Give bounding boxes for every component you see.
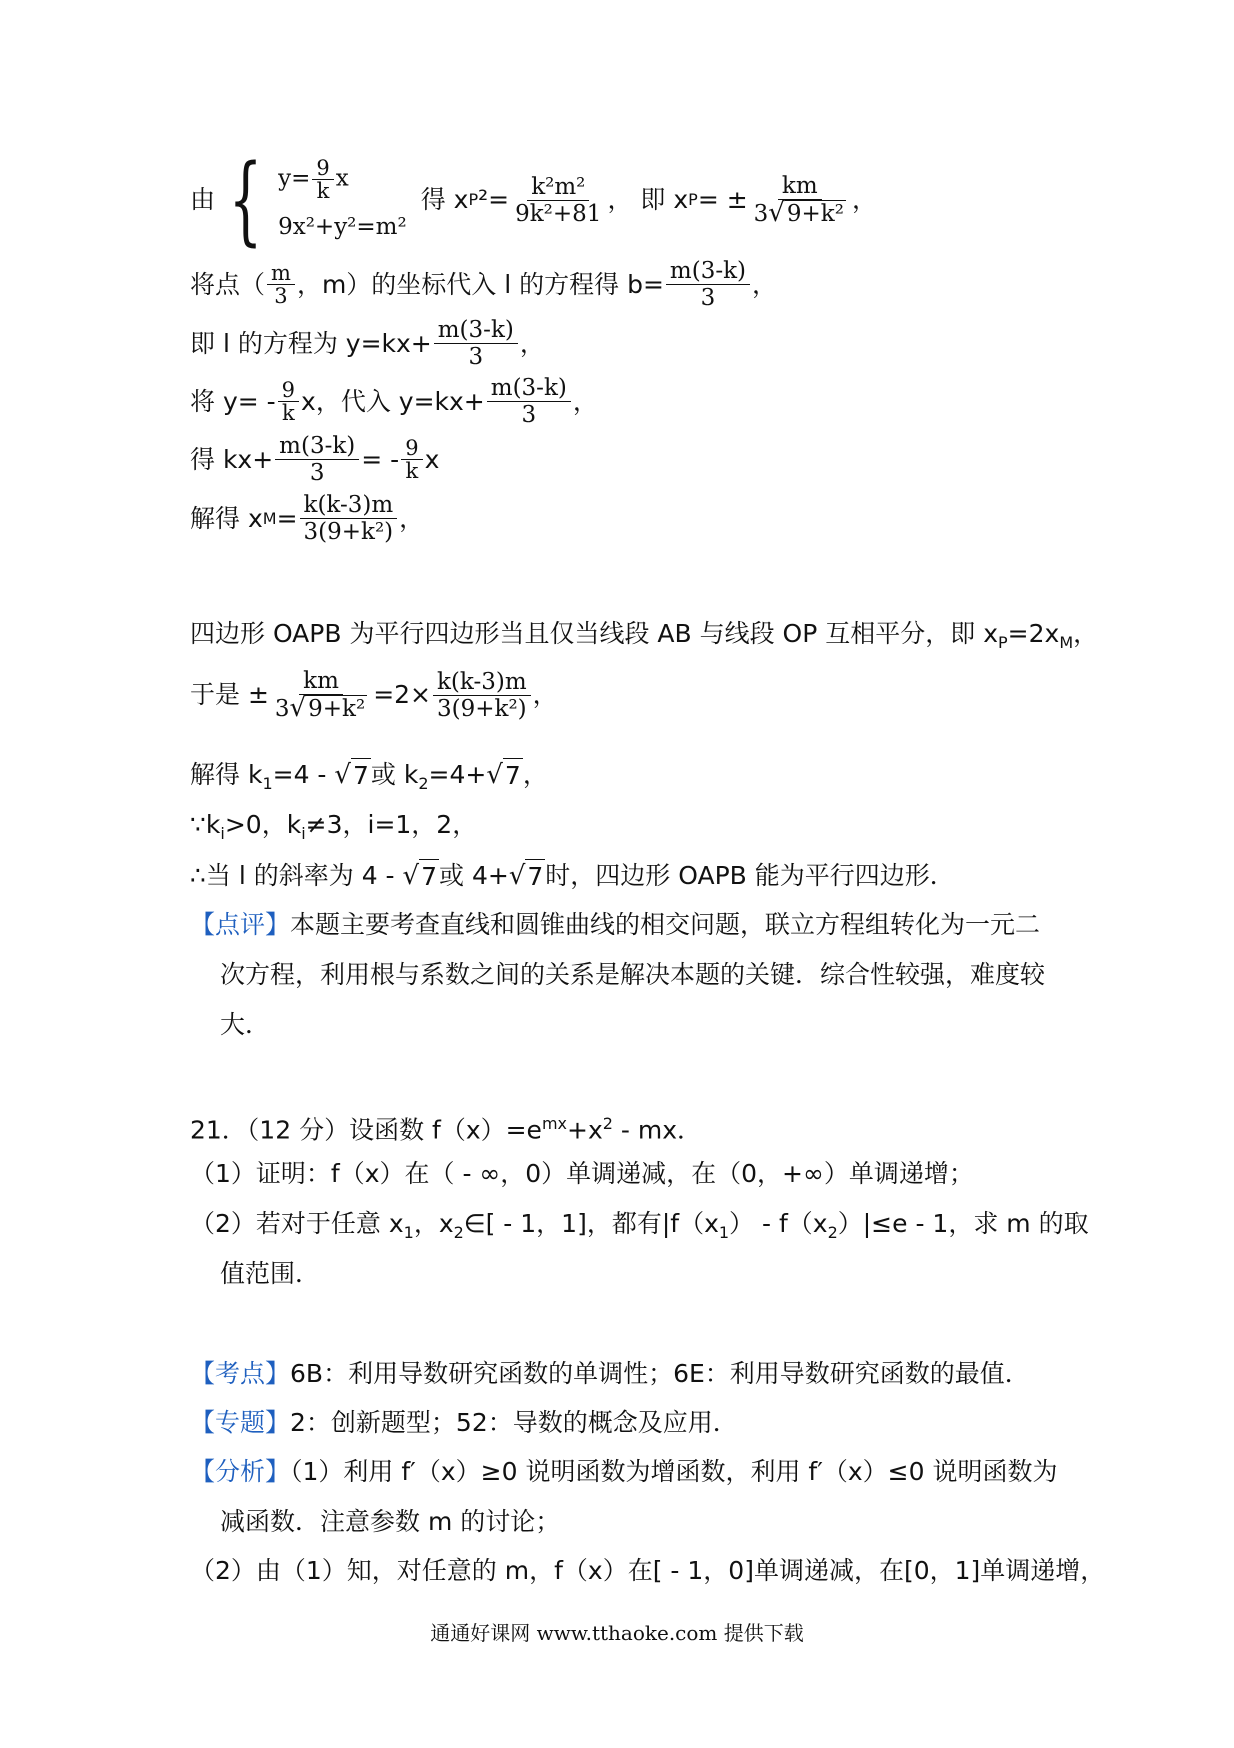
comment-tag: 【点评】 bbox=[190, 910, 291, 939]
fraction: $\frac{9}{k}$ bbox=[278, 379, 299, 424]
line-7: 四边形 OAPB 为平行四边形当且仅当线段 AB 与线段 OP 互相平分，即 $x_P=2x_M$， bbox=[190, 619, 1099, 652]
fraction: km 3 √ 9+k² bbox=[274, 668, 366, 723]
fenxi-line-1: 【分析】（1）利用 f′（x）≥0 说明函数为增函数，利用 f′（x）≤0 说明函数为 bbox=[190, 1457, 1058, 1486]
fraction: km 3 √ 9+k² bbox=[753, 173, 844, 228]
text: 由 bbox=[190, 185, 216, 214]
comment-line-1: 【点评】本题主要考查直线和圆锥曲线的相交问题，联立方程组转化为一元二 bbox=[190, 910, 1041, 939]
fraction: $\frac{9}{k}$ bbox=[401, 437, 422, 482]
line-3: 即 l 的方程为 y=kx+ $\frac{m(3-k)}{3}$ ， bbox=[190, 317, 545, 370]
kaodian-line: 【考点】6B：利用导数研究函数的单调性；6E：利用导数研究函数的最值． bbox=[190, 1359, 1030, 1388]
zhuanti-tag: 【专题】 bbox=[190, 1408, 291, 1437]
fenxi-line-2: 减函数．注意参数 m 的讨论； bbox=[220, 1507, 561, 1536]
question-21-part-2: （2）若对于任意 $x_1$，$x_2\in[ - 1$，1]，都有$|f(x_1) - f(x_2)|\le e - 1$，求 m 的取 bbox=[190, 1209, 1089, 1242]
fraction: $\frac{m(3-k)}{3}$ bbox=[666, 258, 750, 311]
line-8: 于是 ± km 3 √ 9+k² =2× $\frac{k(k-3)m}{\text{3(9+k²)}}$ ， bbox=[190, 668, 558, 723]
line-10: $\because k_i>0$，$k_i\ne 3$，i=1，2， bbox=[190, 810, 478, 843]
system-eq-2: 9x²+y²=m² bbox=[278, 213, 407, 240]
line-9: 解得 $k_1=4$ - √ 7 或 $k_2=4+$ √ 7 ， bbox=[190, 760, 548, 793]
fraction: $\frac{m(3-k)}{3}$ bbox=[434, 317, 518, 370]
line-11: ∴当 l 的斜率为 4 - √ 7 或 4+ √ 7 时，四边形 OAPB 能为平行四边形． bbox=[190, 859, 955, 894]
fenxi-tag: 【分析】 bbox=[190, 1457, 291, 1486]
kaodian-tag: 【考点】 bbox=[190, 1359, 291, 1388]
question-21-part-2-cont: 值范围． bbox=[220, 1259, 321, 1288]
equation-system bbox=[215, 144, 407, 256]
system-eq-1: y= $\frac{9}{k}$ x bbox=[278, 155, 349, 203]
line-2: 将点（ $\frac{m}{3}$ ，m）的坐标代入 l 的方程得 b= $\frac{m(3-k)}{3}$ ， bbox=[190, 258, 778, 311]
fraction: $\frac{k(k-3)m}{\text{3(9+k²)}}$ bbox=[300, 492, 398, 545]
line-6: 解得 x M = $\frac{k(k-3)m}{\text{3(9+k²)}}$ ， bbox=[190, 492, 425, 545]
line-4: 将 y= - $\frac{9}{k}$ x，代入 y=kx+ $\frac{m(3-k)}{3}$ ， bbox=[190, 375, 598, 428]
text: 得 x bbox=[420, 185, 469, 214]
zhuanti-line: 【专题】2：创新题型；52：导数的概念及应用． bbox=[190, 1408, 738, 1437]
comment-line-3: 大． bbox=[220, 1010, 271, 1039]
question-21-part-1: （1）证明：f（x）在（ - ∞，0）单调递减，在（0，+∞）单调递增； bbox=[190, 1159, 974, 1188]
question-21-title: 21．（12 分）设函数 $f(x)=e^{mx}+x^2$ - mx． bbox=[190, 1114, 703, 1145]
fraction: $\frac{m(3-k)}{3}$ bbox=[275, 433, 359, 486]
fraction: $\frac{k(k-3)m}{\text{3(9+k²)}}$ bbox=[433, 669, 531, 722]
fraction: $\frac{m}{3}$ bbox=[267, 262, 295, 307]
comment-line-2: 次方程，利用根与系数之间的关系是解决本题的关键．综合性较强，难度较 bbox=[220, 960, 1046, 989]
line-system: 由 { y= $\frac{9}{k}$ x 9x²+y²=m² 得 x P ²= $\frac{\text{k²m²}}{\text{9k²+81}}$ ， 即 x P = ± km 3 √ 9+k² ， bbox=[190, 144, 877, 256]
fraction: $\frac{m(3-k)}{3}$ bbox=[487, 375, 571, 428]
page-footer: 通通好课网 www.tthaoke.com 提供下载 bbox=[430, 1621, 804, 1645]
fraction: $\frac{\text{k²m²}}{\text{9k²+81}}$ bbox=[515, 173, 602, 227]
left-brace: { bbox=[228, 144, 263, 256]
fenxi-line-3: （2）由（1）知，对任意的 m，f（x）在[ - 1，0]单调递减，在[0，1]单调递增， bbox=[190, 1556, 1106, 1585]
line-5: 得 kx+ $\frac{m(3-k)}{3}$ = - $\frac{9}{k}$ x bbox=[190, 433, 440, 486]
